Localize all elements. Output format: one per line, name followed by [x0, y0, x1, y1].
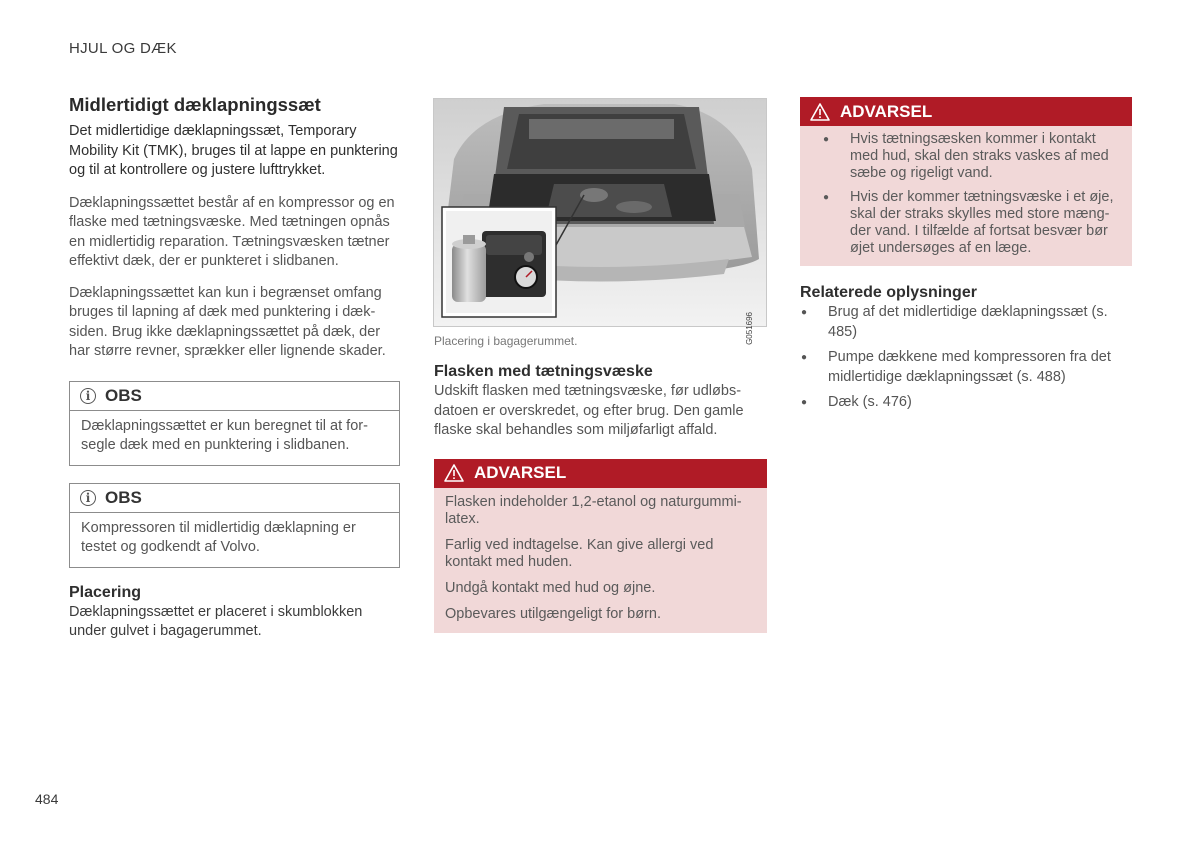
- note-box-2: [69, 483, 400, 568]
- note-header: [70, 382, 399, 411]
- intro-paragraph: Det midlertidige dæklapningssæt, Temporary Mobility Kit (TMK), bruges til at lappe en punktering og til at kontrollere og justere lufttrykket.: [69, 123, 398, 178]
- placement-text: Dæklapningssættet er placeret i skumblokken under gulvet i bagagerummet.: [69, 603, 363, 639]
- warning-line: Flasken indeholder 1,2-etanol og naturgummi-latex.: [445, 493, 742, 527]
- related-link[interactable]: ● Dæk (s. 476): [800, 393, 1132, 413]
- column-2: [434, 363, 767, 633]
- warning-body: [434, 488, 767, 633]
- figure-code: G051696: [745, 312, 754, 345]
- note-header: [70, 484, 399, 513]
- related-link[interactable]: ● Brug af det midlertidige dæklapningssæt (s. 485): [800, 303, 1132, 342]
- warning-line: Opbevares utilgængeligt for børn.: [445, 605, 661, 622]
- warning-triangle-icon: [444, 464, 464, 482]
- warning-box-bottle: [434, 459, 767, 633]
- note-box-1: [69, 381, 400, 466]
- paragraph-composition: Dæklapningssættet består af en kompressor og en flaske med tætningsvæske. Med tætningen opnås en midlertidig reparation. Tætningsvæsken tætner effektivt dæk, der er punkteret i slidbanen.: [69, 194, 395, 269]
- page-number: 484: [35, 791, 59, 807]
- warning-box-skin: [800, 97, 1132, 266]
- info-icon: i: [80, 388, 96, 404]
- info-icon: i: [80, 490, 96, 506]
- section-header: HJUL OG DÆK: [69, 40, 177, 57]
- warning-list: [811, 131, 1121, 257]
- related-heading: Relaterede oplysninger: [800, 284, 977, 301]
- warning-header: [434, 459, 767, 488]
- warning-body: [800, 126, 1132, 266]
- warning-line: Undgå kontakt med hud og øjne.: [445, 579, 656, 596]
- warning-triangle-icon: [810, 103, 830, 121]
- warning-label: ADVARSEL: [474, 463, 567, 482]
- figure-caption: Placering i bagagerummet.: [434, 334, 578, 348]
- warning-label: ADVARSEL: [840, 101, 933, 121]
- list-item: ● Hvis tætningsæsken kommer i kontakt med hud, skal den straks vaskes af med sæbe og rigeligt vand.: [811, 131, 1121, 182]
- related-link[interactable]: ● Pumpe dækkene med kompressoren fra det midlertidige dæklapningssæt (s. 488): [800, 348, 1132, 387]
- list-item: ● Hvis der kommer tætningsvæske i et øje, skal der straks skylles med store mængder vand. I tilfælde af fortsat besvær bør øjet undersøges af en læge.: [811, 189, 1121, 257]
- bottle-text: Udskift flasken med tætningsvæske, før udløbsdatoen er overskredet, og efter brug. Den gamle flaske skal behandles som miljøfarligt affald.: [434, 383, 744, 438]
- page-title: Midlertidigt dæklapningssæt: [69, 94, 321, 115]
- warning-line: Farlig ved indtagelse. Kan give allergi ved kontakt med huden.: [445, 536, 714, 570]
- note-text: Dæklapningssættet er kun beregnet til at forsegle dæk med en punktering i slidbanen.: [81, 417, 368, 453]
- note-label: OBS: [105, 487, 142, 507]
- note-text: Kompressoren til midlertidig dæklapning er testet og godkendt af Volvo.: [81, 519, 356, 555]
- paragraph-limitations: Dæklapningssættet kan kun i begrænset omfang bruges til lapning af dæk med punktering i dæksiden. Brug ikke dæklapningssættet på dæk, der har større revner, sprækker eller lignende skader.: [69, 284, 386, 359]
- note-label: OBS: [105, 385, 142, 405]
- warning-header: [800, 97, 1132, 126]
- column-1: [69, 94, 400, 642]
- related-list: [800, 303, 1132, 413]
- placement-heading: Placering: [69, 583, 142, 601]
- bottle-heading: Flasken med tætningsvæske: [434, 363, 653, 380]
- column-3: [800, 97, 1132, 419]
